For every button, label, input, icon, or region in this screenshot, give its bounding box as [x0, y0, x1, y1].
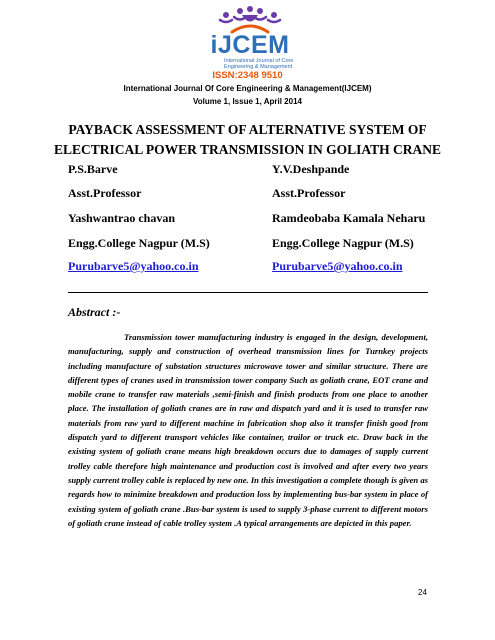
- journal-logo: [200, 6, 300, 68]
- author-position: Asst.Professor: [68, 186, 142, 200]
- people-figures-icon: [218, 6, 282, 34]
- abstract-heading: Abstract :-: [68, 305, 121, 319]
- journal-name: International Journal Of Core Engineering & Management(IJCEM): [123, 84, 372, 93]
- logo-tagline: International Journal of Core Engineering & Management: [224, 58, 294, 70]
- page-number: 24: [418, 588, 427, 597]
- title-line-1: PAYBACK ASSESSMENT OF ALTERNATIVE SYSTEM OF: [68, 122, 427, 137]
- author-name: P.S.Barve: [68, 162, 118, 176]
- section-divider: [68, 292, 428, 293]
- author-name: Y.V.Deshpande: [272, 162, 350, 176]
- title-line-2: ELECTRICAL POWER TRANSMISSION IN GOLIATH CRANE: [54, 142, 441, 157]
- abstract-body: Transmission tower manufacturing industry is engaged in the design, development, manufacturing, supply and construction of overhead transmission lines for Turnkey projects including manufacture of substation structures microwave tower and similar structure. There are different types of cranes used in transmission tower company Such as goliath crane, EOT crane and mobile crane to transfer raw materials ,semi-finish and finish products from one place to another place. The installation of goliath cranes are in raw and dispatch yard and it is used to transfer raw materials from raw yard to different machine in fabrication shop also it transfer finish good from dispatch yard to different transport vehicles like container, trailor or truck etc. Draw back in the existing system of goliath crane means high breakdown occurs due to damages of supply current trolley cable therefore high maintenance and production cost is involved and after every two years supply current trolley cable is replaced by new one. In this investigation a complete though is given as regards how to minimize breakdown and production loss by implementing bus-bar system in place of existing system of goliath crane .Bus-bar system is used to supply 3-phase current to different motors of goliath crane instead of cable trolley system .A typical arrangements are depicted in this paper.: [68, 332, 428, 528]
- volume-issue: Volume 1, Issue 1, April 2014: [193, 97, 302, 106]
- author-position: Asst.Professor: [272, 186, 346, 200]
- logo-wordmark: iJCEM: [210, 31, 290, 59]
- author-affiliation: Yashwantrao chavan: [68, 211, 176, 225]
- author-affiliation: Ramdeobaba Kamala Neharu: [272, 211, 426, 225]
- paper-title: [40, 120, 455, 160]
- author-college: Engg.College Nagpur (M.S): [272, 236, 414, 250]
- author-college: Engg.College Nagpur (M.S): [68, 236, 210, 250]
- author-email-link[interactable]: Purubarve5@yahoo.co.in: [68, 259, 199, 273]
- author-email-link[interactable]: Purubarve5@yahoo.co.in: [272, 259, 403, 273]
- issn: ISSN:2348 9510: [212, 70, 283, 81]
